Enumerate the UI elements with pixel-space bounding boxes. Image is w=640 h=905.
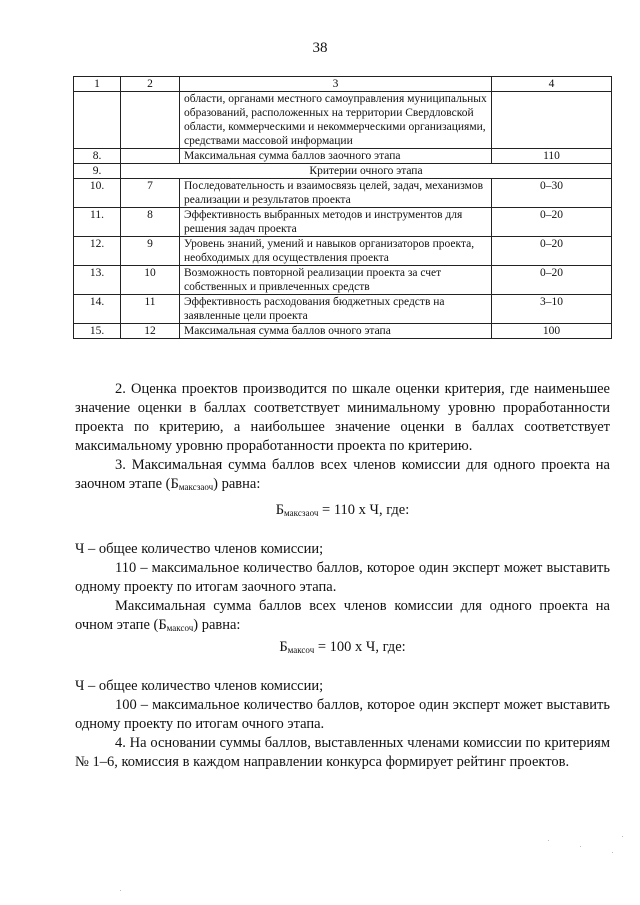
paragraph-2: 2. Оценка проектов производится по шкале оценки критерия, где наименьшее значение оценки в баллах соответствует минимальному уровню проработанности проекта по критерию, а наибольшее значение оценки в баллах соответствует максимальному уровню проработанности проекта по критерию. [75,381,610,454]
row-sub-num: 12 [121,324,180,339]
row-num: 14. [74,295,121,324]
row-sub-num: 10 [121,266,180,295]
table-row [74,324,612,339]
header-col-1: 1 [74,77,121,92]
definition-ch-2: Ч – общее количество членов комиссии; [75,678,324,694]
continuation-text: области, органами местного самоуправления муниципальных образований, расположенных на территории Свердловской области, коммерческими и некоммерческими организациями, средствами массовой информации [180,92,492,149]
body-section-3 [75,677,610,772]
row-score: 100 [492,324,612,339]
row-text: Максимальная сумма баллов заочного этапа [180,149,492,164]
row-num: 13. [74,266,121,295]
formula-och: $Б_{максоч} = 100$ х Ч, где: [279,639,406,655]
header-col-4: 4 [492,77,612,92]
header-col-3: 3 [180,77,492,92]
row-text: Уровень знаний, умений и навыков организаторов проекта, необходимых для осуществления проекта [180,237,492,266]
row-score: 0–20 [492,237,612,266]
table-row-9 [74,164,612,179]
row-score: 0–20 [492,266,612,295]
table-header-row [74,77,612,92]
table-row [74,266,612,295]
row-num: 12. [74,237,121,266]
row-sub-num: 9 [121,237,180,266]
body-section-1 [75,380,610,497]
row-sub-num: 11 [121,295,180,324]
criteria-table [73,76,612,339]
row-score: 3–10 [492,295,612,324]
row-sub-num: 7 [121,179,180,208]
formula-zaoch: $Б_{максзаоч} = 110$ х Ч, где: [275,502,410,518]
row-num: 15. [74,324,121,339]
table-row-continuation [74,92,612,149]
table-row [74,208,612,237]
row-text: Эффективность выбранных методов и инструментов для решения задач проекта [180,208,492,237]
row-num: 10. [74,179,121,208]
row-text: Последовательность и взаимосвязь целей, задач, механизмов реализации и результатов проекта [180,179,492,208]
definition-ch: Ч – общее количество членов комиссии; [75,541,324,557]
section-heading: Критерии очного этапа [121,164,612,179]
paragraph-4: 4. На основании суммы баллов, выставленных членами комиссии по критериям № 1–6, комиссия в каждом направлении конкурса формирует рейтинг проектов. [75,735,610,770]
row-num: 8. [74,149,121,164]
body-section-2 [75,540,610,638]
row-score: 0–20 [492,208,612,237]
definition-100: 100 – максимальное количество баллов, которое один эксперт может выставить одному проекту по итогам очного этапа. [75,697,610,732]
paragraph-3: 3. Максимальная сумма баллов всех членов комиссии для одного проекта на заочном этапе $(Б_{максзаоч})$ равна: [75,457,610,492]
page-number: 38 [312,40,328,56]
row-num: 9. [74,164,121,179]
row-num: 11. [74,208,121,237]
table-row [74,237,612,266]
definition-110: 110 – максимальное количество баллов, которое один эксперт может выставить одному проекту по итогам заочного этапа. [75,560,610,595]
row-score: 110 [492,149,612,164]
row-score: 0–30 [492,179,612,208]
header-col-2: 2 [121,77,180,92]
table-row [74,179,612,208]
row-sub-num: 8 [121,208,180,237]
paragraph-och: Максимальная сумма баллов всех членов комиссии для одного проекта на очном этапе $(Б_{максоч})$ равна: [75,598,610,633]
row-text: Эффективность расходования бюджетных средств на заявленные цели проекта [180,295,492,324]
row-text: Максимальная сумма баллов очного этапа [180,324,492,339]
table-row-8 [74,149,612,164]
table-row [74,295,612,324]
row-text: Возможность повторной реализации проекта за счет собственных и привлеченных средств [180,266,492,295]
